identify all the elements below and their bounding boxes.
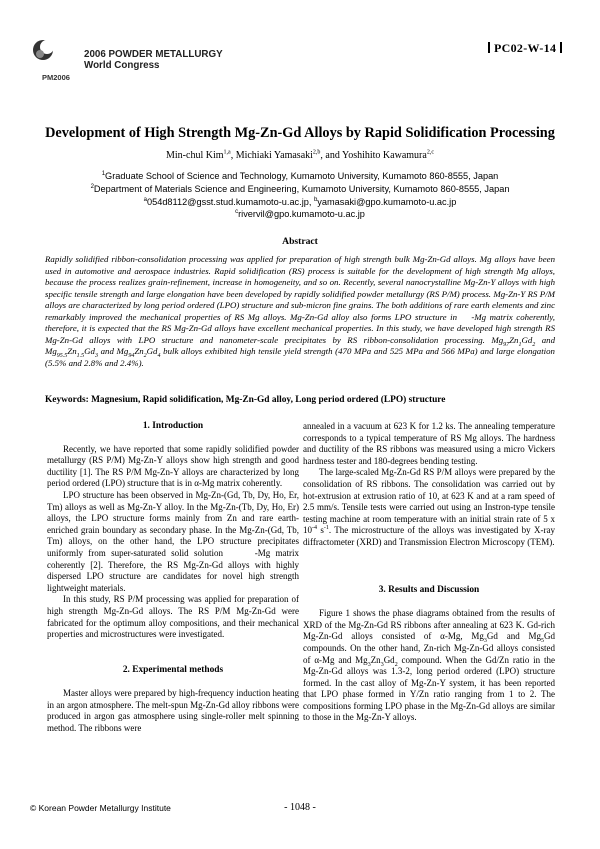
abstract-text: bulk alloys exhibited high tensile yield strength (470 MPa and 525 MPa and 566 MPa) and large elongation (5.5% and 2.8% and 2.4%). bbox=[45, 346, 555, 368]
formula-sub: 97 bbox=[503, 341, 510, 348]
paragraph-text: Gd bbox=[383, 654, 395, 665]
pm2006-logo bbox=[30, 38, 90, 88]
author-separator: , bbox=[230, 150, 236, 161]
keywords: Keywords: Magnesium, Rapid solidification, Mg-Zn-Gd alloy, Long period ordered (LPO) structure bbox=[45, 395, 446, 405]
experimental-paragraph-3 bbox=[303, 467, 555, 548]
paragraph-text: Gd compounds. On the other hand, Zn-rich Mg-Zn-Gd alloys consisted of α-Mg and Mg bbox=[303, 631, 556, 665]
intro-paragraph-3: In this study, RS P/M processing was applied for preparation of high strength Mg-Zn-Gd alloys. The RS P/M Mg-Zn-Gd were fabricated for the optimum alloy compositions, and their mechanical properties and microstructures were investigated. bbox=[47, 594, 299, 640]
abstract-heading: Abstract bbox=[282, 236, 318, 247]
section-heading-experimental: 2. Experimental methods bbox=[122, 664, 224, 675]
formula-part: Zn bbox=[509, 334, 519, 345]
author-affil-mark: 2,c bbox=[426, 149, 434, 156]
conference-line-1: 2006 POWDER METALLURGY bbox=[84, 49, 223, 60]
affil-mark: 1 bbox=[101, 170, 106, 177]
email-address: rivervil@gpo.kumamoto-u.ac.jp bbox=[238, 209, 365, 219]
code-bar-right bbox=[560, 42, 562, 53]
author-separator: , and bbox=[320, 150, 342, 161]
experimental-paragraph-2: annealed in a vacuum at 623 K for 1.2 ks. The annealing temperature corresponds to a typical temperature of RS Mg alloys. The hardness and ductility of the RS ribbons was measured using a micro Vickers hardness tester and 180-degrees bending testing. bbox=[303, 421, 555, 466]
abstract-body bbox=[45, 254, 555, 369]
exponent: -4 bbox=[312, 525, 317, 532]
paragraph-text: Figure 1 shows the phase diagrams obtained from the results of XRD of the Mg-Zn-Gd RS ribbons after annealing at 623 K. Gd-rich Mg-Zn-Gd alloys consisted of α-Mg, Mg bbox=[303, 608, 555, 642]
affil-text: Graduate School of Science and Technology, Kumamoto University, Kumamoto 860-8555, Japan bbox=[105, 171, 499, 181]
emails-line-1 bbox=[0, 196, 600, 208]
section-heading-introduction: 1. Introduction bbox=[142, 421, 204, 431]
conference-line-2: World Congress bbox=[84, 60, 160, 71]
author-list bbox=[0, 150, 600, 161]
paper-code bbox=[484, 41, 566, 56]
paragraph-text: The large-scaled Mg-Zn-Gd RS P/M alloys were prepared by the consolidation of RS ribbons. The consolidation was carried out by hot-extrusion at extrusion ratio of 10, at 623 K and at a ram speed of 2.5 mm/s. Tensile tests were carried out using an Instron-type tensile testing machine at room temperature with an initial strain rate of 5 x 10 bbox=[303, 467, 555, 536]
affil-text: Department of Materials Science and Engineering, Kumamoto University, Kumamoto 860-8555, Japan bbox=[93, 184, 510, 194]
abstract-text: and Mg bbox=[45, 334, 555, 357]
author-name: Yoshihito Kawamura bbox=[341, 150, 427, 161]
formula-sub: 3 bbox=[483, 638, 487, 645]
affil-mark: 2 bbox=[90, 183, 94, 190]
formula-part: Gd bbox=[521, 334, 533, 345]
formula-part: Zn bbox=[134, 346, 144, 357]
formula-part: Gd bbox=[146, 346, 158, 357]
intro-paragraph-2: LPO structure has been observed in Mg-Zn-(Gd, Tb, Dy, Ho, Er, Tm) alloys as well as Mg-Zn-Y alloy. In the Mg-Zn-(Tb, Dy, Ho, Er) alloys, the LPO structure forms mainly from Zn and rare earth-enriched grain boundary as secondary phase. In the Mg-Zn-(Gd, Tb, Tm) alloys, on the other hand, the LPO structure precipitates uniformly from super-saturated solid solution -Mg matrix coherently [2]. Therefore, the RS Mg-Zn-Gd alloys with highly dispersed LPO structure are candidates for novel high strength lightweight materials. bbox=[47, 489, 299, 593]
author-name: Min-chul Kim bbox=[166, 150, 224, 161]
email-mark: b bbox=[313, 196, 318, 203]
abstract-text: and Mg bbox=[97, 346, 129, 357]
formula-sub: 1.5 bbox=[76, 353, 85, 360]
paragraph-text: . The microstructure of the alloys was investigated by X-ray diffractometer (XRD) and Transmission Electron Microscopy (TEM). bbox=[303, 525, 555, 547]
formula-sub: 2 bbox=[394, 661, 398, 668]
left-column bbox=[47, 421, 299, 735]
results-paragraph-1 bbox=[303, 608, 555, 724]
author-name: Michiaki Yamasaki bbox=[235, 150, 313, 161]
intro-paragraph-1: Recently, we have reported that some rapidly solidified powder metallurgy (RS P/M) Mg-Zn-Y alloys show high strength and good ductility [1]. The RS P/M Mg-Zn-Y alloys are characterized by long period ordered (LPO) structure that is in α-Mg matrix coherently. bbox=[47, 443, 299, 489]
formula-sub: 3 bbox=[94, 353, 98, 360]
right-column bbox=[303, 421, 555, 724]
formula-sub: 3 bbox=[367, 661, 371, 668]
formula-sub: 1 bbox=[518, 341, 522, 348]
formula-sub: 4 bbox=[157, 353, 161, 360]
author-affil-mark: 2,b bbox=[312, 149, 321, 156]
page-number: - 1048 - bbox=[284, 802, 316, 813]
affiliation-2 bbox=[0, 183, 600, 195]
formula-part: Gd bbox=[84, 346, 95, 357]
email-address: yamasaki@gpo.kumamoto-u.ac.jp bbox=[317, 197, 457, 207]
paragraph-text: compound. When the Gd/Zn ratio in the Mg-Zn-Gd alloys was 1.3-2, long period ordered (LPO) structure formed. In the cast alloy of Mg-Zn-Y system, it has been reported that LPO phase formed in Y/Zn ratio ranging from 1 to 2. The compositions forming LPO phase in the Mg-Zn-Gd alloys are similar to those in the Mg-Zn-Y alloys. bbox=[303, 654, 555, 723]
logo-text: PM2006 bbox=[42, 73, 70, 82]
paragraph-text: Zn bbox=[370, 654, 381, 665]
formula-part: Zn bbox=[67, 346, 77, 357]
formula-sub: 5 bbox=[541, 638, 545, 645]
formula-sub: 95.5 bbox=[56, 353, 68, 360]
code-bar-left bbox=[488, 42, 490, 53]
experimental-paragraph-1: Master alloys were prepared by high-frequency induction heating in an argon atmosphere. The melt-spun Mg-Zn-Gd alloy ribbons were produced in argon gas atmosphere using single-roller melt spinning method. The ribbons were bbox=[47, 688, 299, 734]
abstract-text: Rapidly solidified ribbon-consolidation processing was applied for preparation of high strength bulk Mg-Zn-Gd alloys. Mg alloys have been used in automotive and aerospace industries. Rapid solidification (RS) process is suitable for the development of high strength Mg alloys, because the process realizes grain-refinement, increase in homogeneity, and so on. Recently, several nanocrystalline Mg-Zn-Y alloys with high specific tensile strength and large elongation have been developed by rapidly solidified powder metallurgy (RS P/M) process. Mg-Zn-Y RS P/M alloys are characterized by long period ordered (LPO) structure and sub-micron fine grains. The both additions of rare earth elements and zinc remarkably improved the mechanical properties of RS Mg alloys. Mg-Zn-Gd alloy also forms LPO structure in -Mg matrix coherently, therefore, it is expected that the RS Mg-Zn-Gd alloys have excellent mechanical properties. In this study, we have developed high strength RS Mg-Zn-Gd alloys with LPO structure and nanometer-scale precipitates by RS ribbon-consolidation processing. Mg bbox=[45, 254, 555, 345]
paper-code-text: PC02-W-14 bbox=[494, 41, 557, 55]
formula-sub: 2 bbox=[143, 353, 147, 360]
emails-line-2 bbox=[0, 208, 600, 220]
email-address: 054d8112@gsst.stud.kumamoto-u.ac.jp, bbox=[146, 197, 314, 207]
formula-sub: 2 bbox=[532, 341, 536, 348]
formula-sub: 3 bbox=[380, 661, 384, 668]
paragraph-text: s bbox=[317, 525, 324, 536]
exponent: -1 bbox=[323, 525, 329, 532]
paragraph-text: Gd and Mg bbox=[486, 631, 542, 642]
email-mark: a bbox=[143, 196, 147, 203]
copyright-notice: © Korean Powder Metallurgy Institute bbox=[30, 803, 171, 813]
author-affil-mark: 1,a bbox=[223, 149, 231, 156]
email-mark: c bbox=[235, 208, 239, 215]
affiliation-1 bbox=[0, 170, 600, 182]
conference-name bbox=[84, 49, 223, 71]
section-heading-results: 3. Results and Discussion bbox=[378, 584, 480, 595]
formula-sub: 94 bbox=[128, 353, 135, 360]
paper-title: Development of High Strength Mg-Zn-Gd Alloys by Rapid Solidification Processing bbox=[45, 125, 555, 141]
